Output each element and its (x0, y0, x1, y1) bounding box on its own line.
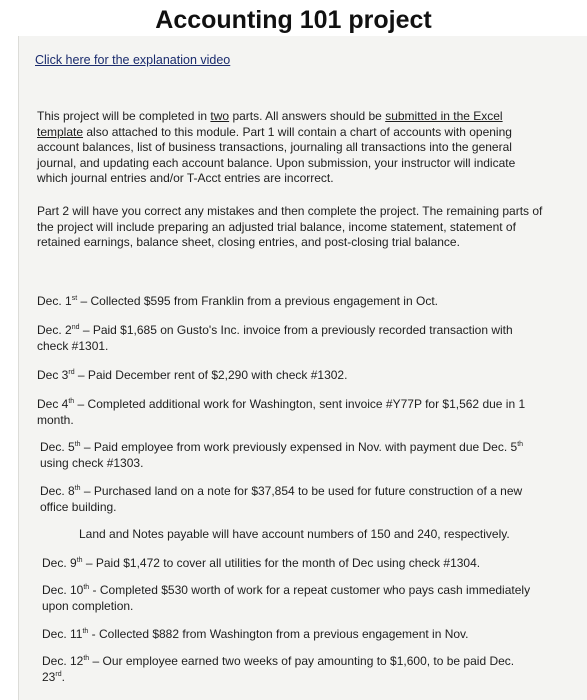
transaction-date: Dec. 1 (37, 294, 72, 308)
transaction-text: – Purchased land on a note for $37,854 to be used for future construction of a new office building. (40, 484, 523, 514)
transaction-text: – Completed additional work for Washington, sent invoice #Y77P for $1,562 due in 1 month. (37, 397, 526, 427)
transaction-text: using check #1303. (40, 456, 144, 470)
transaction-note: Land and Notes payable will have account numbers of 150 and 240, respectively. (79, 527, 510, 541)
intro-text: parts. All answers should be (229, 109, 386, 123)
intro-text-underlined: two (210, 109, 230, 123)
document-panel (18, 36, 587, 700)
transaction-date: Dec. 5 (40, 440, 75, 454)
transaction-text: – Paid employee from work previously expensed in Nov. with payment due Dec. 5 (80, 440, 518, 454)
explanation-video-link[interactable]: Click here for the explanation video (35, 53, 231, 67)
transaction-item: Dec. 9th – Paid $1,472 to cover all utilities for the month of Dec using check #1304. (42, 556, 481, 570)
transaction-text: – Paid $1,685 on Gusto's Inc. invoice from a previously recorded transaction with check #1301. (37, 323, 513, 353)
transaction-date: Dec 3 (37, 368, 69, 382)
intro-paragraph-2: Part 2 will have you correct any mistakes and then complete the project. The remaining parts of the project will include preparing an adjusted trial balance, income statement, statement of retained earnings, balance sheet, closing entries, and post-closing trial balance. (37, 204, 543, 249)
intro-text: also attached to this module. Part 1 will contain a chart of accounts with opening account balances, list of business transactions, journaling all transactions into the general journal, and updating each account balance. Upon submission, your instructor will indicate which journal entries and/or T-Acct entries are incorrect. (37, 124, 516, 185)
transaction-text: – Paid $1,472 to cover all utilities for the month of Dec using check #1304. (82, 556, 481, 570)
page-title: Accounting 101 project (155, 6, 432, 34)
transaction-date: Dec. 10 (42, 583, 84, 597)
intro-paragraph-1 (37, 109, 547, 187)
transaction-item: Dec. 11th - Collected $882 from Washington from a previous engagement in Nov. (42, 627, 469, 641)
transaction-item: Dec. 1st – Collected $595 from Franklin from a previous engagement in Oct. (37, 294, 438, 308)
transaction-item: Dec 4th – Completed additional work for Washington, sent invoice #Y77P for $1,562 due in 1 month. (37, 397, 526, 427)
transaction-date: Dec 4 (37, 397, 69, 411)
transaction-date: Dec. 8 (40, 484, 75, 498)
transaction-date: Dec. 12 (42, 654, 84, 668)
transaction-text: - Completed $530 worth of work for a repeat customer who pays cash immediately upon completion. (42, 583, 531, 613)
transaction-date: Dec. 11 (42, 627, 83, 641)
transaction-text: - Collected $882 from Washington from a previous engagement in Nov. (88, 627, 469, 641)
transaction-item: Dec. 10th - Completed $530 worth of work for a repeat customer who pays cash immediately upon completion. (42, 583, 531, 613)
transaction-date: Dec. 2 (37, 323, 72, 337)
transaction-text: – Our employee earned two weeks of pay amounting to $1,600, to be paid Dec. 23 (42, 654, 515, 684)
transaction-text: – Paid December rent of $2,290 with check #1302. (74, 368, 348, 382)
transaction-text: – Collected $595 from Franklin from a previous engagement in Oct. (77, 294, 438, 308)
excel-template-reference: submitted in the Excel template (37, 109, 503, 139)
transaction-item: Dec. 5th – Paid employee from work previously expensed in Nov. with payment due Dec. 5th using check #1303. (40, 440, 524, 470)
transaction-date: Dec. 9 (42, 556, 77, 570)
transaction-item: Dec. 8th – Purchased land on a note for $37,854 to be used for future construction of a new office building. (40, 484, 523, 514)
transaction-item: Dec. 2nd – Paid $1,685 on Gusto's Inc. invoice from a previously recorded transaction with check #1301. (37, 323, 513, 353)
transaction-text: . (61, 670, 65, 684)
transaction-item: Dec. 12th – Our employee earned two weeks of pay amounting to $1,600, to be paid Dec. 23rd. (42, 654, 515, 684)
transaction-item: Dec 3rd – Paid December rent of $2,290 with check #1302. (37, 368, 348, 382)
intro-text: This project will be completed in (37, 109, 211, 123)
